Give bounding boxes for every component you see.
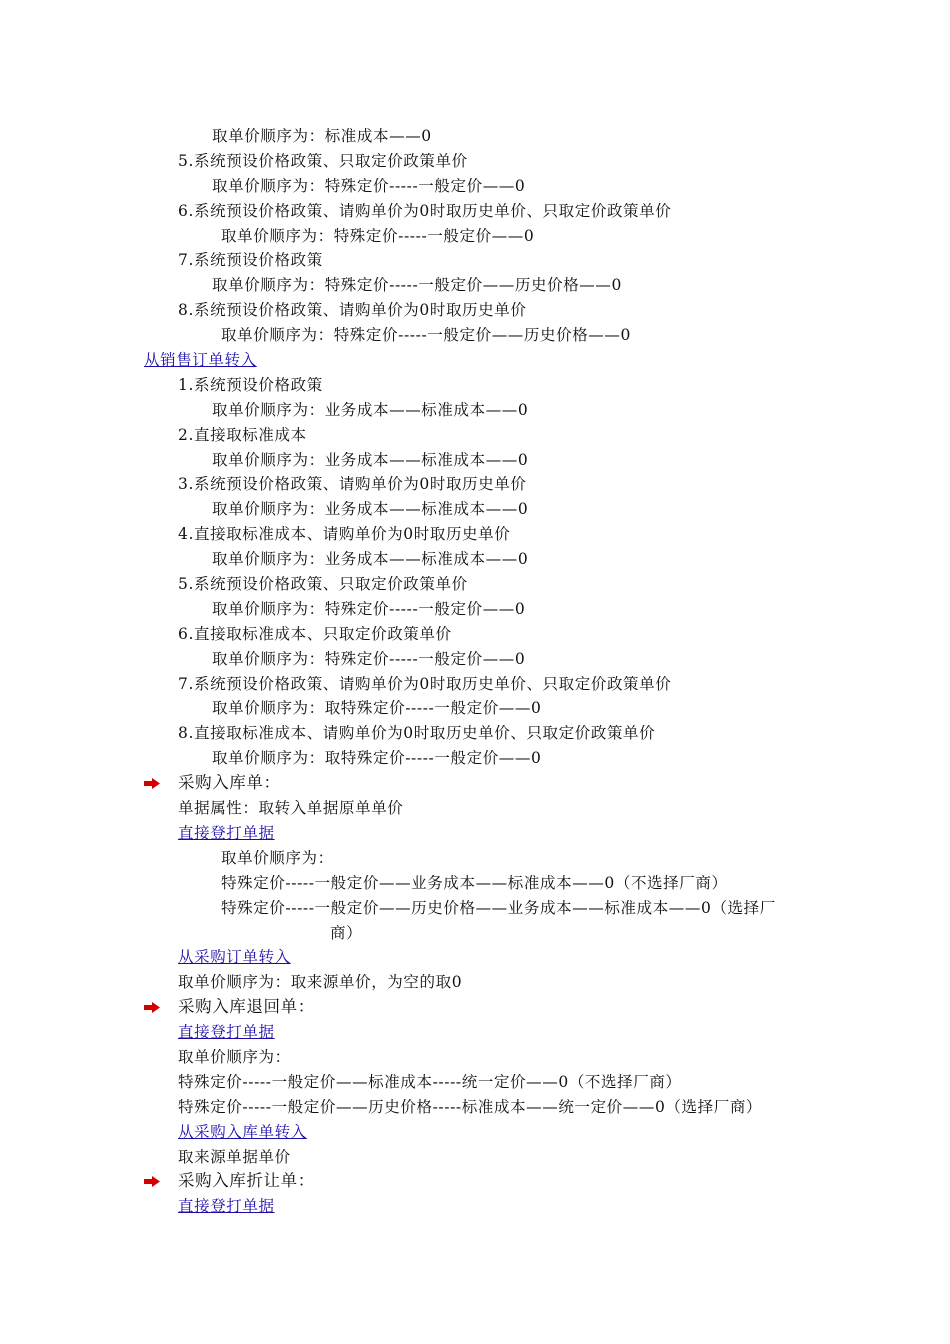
text-line: 取单价顺序为：业务成本——标准成本——0	[212, 450, 529, 469]
text-line: 取单价顺序为：特殊定价-----一般定价——0	[221, 226, 535, 245]
text-line: 取单价顺序为：	[221, 848, 334, 867]
section-heading-purchase-receipt	[0, 771, 950, 796]
text-line: 特殊定价-----一般定价——标准成本-----统一定价——0（不选择厂商）	[178, 1072, 682, 1091]
section-heading-text: 采购入库退回单：	[178, 997, 315, 1017]
text-line: 取单价顺序为：特殊定价-----一般定价——0	[212, 649, 526, 668]
text-line: 取来源单据单价	[178, 1147, 291, 1166]
direct-entry-link[interactable]: 直接登打单据	[178, 1023, 275, 1042]
list-item: 8.系统预设价格政策、请购单价为0时取历史单价	[178, 301, 527, 320]
section-heading-purchase-return	[0, 995, 950, 1020]
list-item: 6.系统预设价格政策、请购单价为0时取历史单价、只取定价政策单价	[178, 201, 672, 220]
text-line: 取单价顺序为：特殊定价-----一般定价——0	[212, 176, 526, 195]
section-heading-text: 采购入库单：	[178, 773, 281, 793]
text-line: 单据属性：取转入单据原单单价	[178, 799, 404, 818]
from-purchase-order-link[interactable]: 从采购订单转入	[178, 948, 291, 967]
text-line: 特殊定价-----一般定价——历史价格-----标准成本——统一定价——0（选择厂商）	[178, 1097, 763, 1116]
direct-entry-link[interactable]: 直接登打单据	[178, 1197, 275, 1216]
list-item: 5.系统预设价格政策、只取定价政策单价	[178, 575, 468, 594]
text-line: 取单价顺序为：取特殊定价-----一般定价——0	[212, 699, 542, 718]
list-item: 1.系统预设价格政策	[178, 375, 323, 394]
document-page	[0, 124, 950, 1219]
text-line: 取单价顺序为：特殊定价-----一般定价——历史价格——0	[212, 276, 622, 295]
list-item: 7.系统预设价格政策	[178, 251, 323, 270]
text-line: 取单价顺序为：业务成本——标准成本——0	[212, 400, 529, 419]
text-line: 取单价顺序为：业务成本——标准成本——0	[212, 500, 529, 519]
text-line: 特殊定价-----一般定价——业务成本——标准成本——0（不选择厂商）	[221, 873, 728, 892]
list-item: 8.直接取标准成本、请购单价为0时取历史单价、只取定价政策单价	[178, 724, 656, 743]
list-item: 6.直接取标准成本、只取定价政策单价	[178, 624, 452, 643]
section-heading-purchase-discount	[0, 1169, 950, 1194]
direct-entry-link[interactable]: 直接登打单据	[178, 823, 275, 842]
from-sales-order-link[interactable]: 从销售订单转入	[144, 351, 257, 370]
text-line: 取单价顺序为：	[178, 1047, 291, 1066]
text-line: 商）	[330, 923, 363, 942]
text-line: 取单价顺序为：取来源单价，为空的取0	[178, 973, 463, 992]
list-item: 2.直接取标准成本	[178, 425, 307, 444]
red-arrow-icon	[144, 1002, 160, 1013]
list-item: 3.系统预设价格政策、请购单价为0时取历史单价	[178, 475, 527, 494]
text-line: 取单价顺序为：标准成本——0	[212, 127, 432, 145]
text-line: 特殊定价-----一般定价——历史价格——业务成本——标准成本——0（选择厂	[221, 898, 776, 917]
text-line: 取单价顺序为：特殊定价-----一般定价——历史价格——0	[221, 326, 631, 345]
from-purchase-receipt-link[interactable]: 从采购入库单转入	[178, 1122, 307, 1141]
red-arrow-icon	[144, 778, 160, 789]
section-heading-text: 采购入库折让单：	[178, 1171, 315, 1191]
list-item: 7.系统预设价格政策、请购单价为0时取历史单价、只取定价政策单价	[178, 674, 672, 693]
text-line: 取单价顺序为：取特殊定价-----一般定价——0	[212, 749, 542, 768]
text-line: 取单价顺序为：业务成本——标准成本——0	[212, 550, 529, 569]
list-item: 4.直接取标准成本、请购单价为0时取历史单价	[178, 525, 511, 544]
list-item: 5.系统预设价格政策、只取定价政策单价	[178, 151, 468, 170]
text-line: 取单价顺序为：特殊定价-----一般定价——0	[212, 599, 526, 618]
red-arrow-icon	[144, 1176, 160, 1187]
